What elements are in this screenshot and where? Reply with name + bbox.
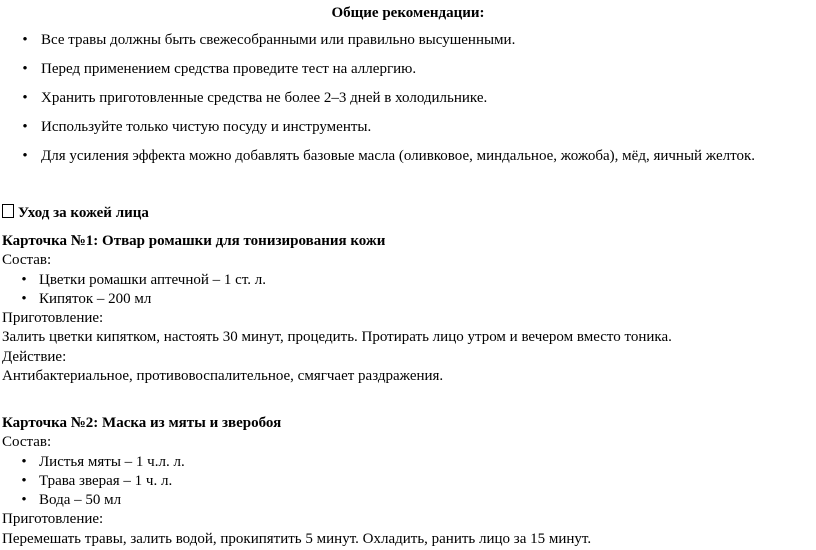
list-item — [0, 89, 755, 118]
effect-text: Антибактериальное, противовоспалительное, смягчает раздражения. — [2, 368, 444, 385]
list-item — [2, 491, 591, 510]
list-item — [2, 453, 591, 472]
bullet-icon: • — [22, 119, 28, 135]
list-item — [2, 271, 672, 290]
effect-label: Действие: — [2, 348, 67, 365]
ingredient-text: Вода – 50 мл — [39, 492, 122, 509]
card-title: Карточка №2: Маска из мяты и зверобоя — [2, 415, 282, 431]
bullet-icon: • — [21, 271, 27, 288]
section-heading-text: Уход за кожей лица — [18, 205, 149, 221]
preparation-label: Приготовление: — [2, 310, 104, 327]
preparation-text: Перемешать травы, залить водой, прокипятить 5 минут. Охладить, ранить лицо за 15 минут. — [2, 530, 592, 547]
bullet-icon: • — [21, 472, 27, 489]
general-recommendations-list — [0, 31, 755, 176]
list-item-text: Хранить приготовленные средства не более 2–3 дней в холодильнике. — [41, 90, 488, 106]
list-item-text: Перед применением средства проведите тест на аллергию. — [41, 61, 417, 77]
list-item-text: Все травы должны быть свежесобранными или правильно высушенными. — [41, 32, 516, 48]
list-item-text: Используйте только чистую посуду и инструменты. — [41, 119, 372, 135]
list-item-text: Для усиления эффекта можно добавлять базовые масла (оливковое, миндальное, жожоба), мёд, яичный желток. — [41, 148, 756, 164]
composition-label: Состав: — [2, 434, 52, 451]
ingredient-text: Трава зверая – 1 ч. л. — [39, 472, 173, 489]
bullet-icon: • — [21, 492, 27, 509]
bullet-icon: • — [22, 90, 28, 106]
card-title: Карточка №1: Отвар ромашки для тонизирования кожи — [2, 233, 386, 249]
ingredients-list — [2, 453, 591, 511]
list-item — [0, 118, 755, 147]
preparation-label: Приготовление: — [2, 511, 104, 528]
card-2 — [2, 414, 591, 549]
bullet-icon: • — [21, 290, 27, 307]
list-item — [2, 290, 672, 309]
card-1 — [2, 232, 672, 386]
list-item — [2, 472, 591, 491]
list-item — [0, 31, 755, 60]
bullet-icon: • — [22, 148, 28, 164]
list-item — [0, 147, 755, 176]
bullet-icon: • — [22, 32, 28, 48]
list-item — [0, 60, 755, 89]
box-icon — [2, 204, 14, 218]
ingredient-text: Кипяток – 200 мл — [39, 290, 152, 307]
bullet-icon: • — [22, 61, 28, 77]
ingredient-text: Цветки ромашки аптечной – 1 ст. л. — [39, 271, 266, 288]
composition-label: Состав: — [2, 252, 52, 269]
preparation-text: Залить цветки кипятком, настоять 30 минут, процедить. Протирать лицо утром и вечером вместо тоника. — [2, 329, 672, 346]
ingredient-text: Листья мяты – 1 ч.л. л. — [39, 453, 185, 470]
general-recommendations-title: Общие рекомендации: — [331, 5, 485, 21]
bullet-icon: • — [21, 453, 27, 470]
section-heading-face-care — [2, 204, 149, 222]
ingredients-list — [2, 271, 672, 310]
